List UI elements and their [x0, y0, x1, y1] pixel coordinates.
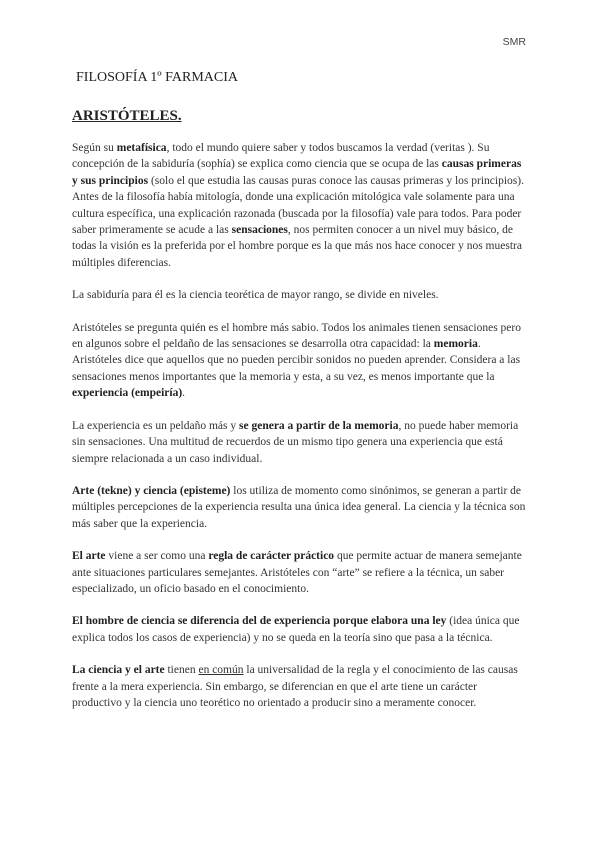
bold-text: memoria [433, 338, 478, 351]
paragraph-p2 [72, 287, 528, 303]
bold-text: sensaciones [231, 224, 288, 237]
bold-text: Arte (tekne) y ciencia (episteme) [72, 484, 231, 497]
paragraph-text: La experiencia es un peldaño más y [72, 419, 240, 432]
bold-text: experiencia (empeiría) [72, 387, 183, 400]
paragraph-text: , todo el mundo quiere saber y todos buscamos la verdad (veritas ). Su concepción de la sabiduría (sophía) se explica como ciencia que se ocupa de las [72, 142, 490, 171]
paragraph-text: los utiliza de momento como sinónimos, se generan a partir de múltiples percepciones de la experiencia resulta una única idea general. La ciencia y la técnica son más saber que la experiencia. [72, 484, 526, 530]
paragraph-text: tienen [164, 664, 199, 677]
paragraph-text: viene a ser como una [105, 550, 209, 563]
paragraph-p1 [72, 140, 528, 271]
paragraph-text: , nos permiten conocer a un nivel muy básico, de todas la visión es la preferida por el hombre porque es la que más nos hace conocer y nos muestra múltiples diferencias. [72, 224, 522, 269]
subject-heading: FILOSOFÍA 1º FARMACIA [76, 70, 238, 85]
paragraph-text: (solo el que estudia las causas puras conoce las causas primeras y los principios). Antes de la filosofía había mitología, donde una explicación mitológica vale solamente para una cultura específica, una explicación razonada (buscada por la filosofía) vale para todos. Para poder saber primeramente se acude a las [72, 174, 524, 237]
paragraph-text: (idea única que explica todos los casos de experiencia) y no se queda en la teoría sino que pasa a la técnica. [72, 615, 520, 644]
paragraph-text: . Aristóteles dice que aquellos que no pueden percibir sonidos no pueden aprender. Considera a las sensaciones menos importantes que la memoria y esta, a su vez, es menos importante que la [72, 338, 521, 383]
author-initials: SMR [502, 36, 526, 48]
bold-text: metafísica [116, 142, 167, 154]
paragraph-text: La sabiduría para él es la ciencia teorética de mayor rango, se divide en niveles. [72, 289, 439, 302]
bold-text: se genera a partir de la memoria [239, 419, 399, 432]
paragraph-p7 [72, 613, 528, 646]
paragraph-text: Aristóteles se pregunta quién es el hombre más sabio. Todos los animales tienen sensaciones pero en algunos sobre el peldaño de las sensaciones se desarrolla otra capacidad: la [72, 321, 521, 351]
paragraph-text: la universalidad de la regla y el conocimiento de las causas frente a la mera experiencia. Sin embargo, se diferencian en que el arte tiene un carácter productivo y la ciencia uno teorético no orientado a producir sino a meramente conocer. [72, 664, 518, 709]
paragraph-p5 [72, 483, 528, 532]
paragraph-p6 [72, 548, 528, 597]
page-title: ARISTÓTELES. [72, 108, 182, 124]
paragraph-text: , no puede haber memoria sin sensaciones. Una multitud de recuerdos de un mismo tipo genera una experiencia que está siempre relacionada a un caso individual. [72, 419, 519, 465]
paragraph-text: . [182, 387, 186, 400]
paragraph-p8 [72, 662, 528, 711]
bold-text: regla de carácter práctico [208, 550, 335, 563]
bold-text: El arte [72, 550, 106, 563]
document-body [72, 140, 528, 727]
bold-text: causas primeras y sus principios [72, 158, 522, 187]
paragraph-text: que permite actuar de manera semejante ante situaciones particulares semejantes. Aristóteles con “arte” se refiere a la técnica, un saber especializado, un oficio basado en el conocimiento. [72, 550, 522, 595]
paragraph-p4 [72, 418, 528, 467]
bold-text: La ciencia y el arte [72, 664, 165, 677]
paragraph-p3 [72, 320, 528, 402]
paragraph-text: Según su [72, 142, 117, 154]
underlined-text: en común [198, 664, 244, 677]
bold-text: El hombre de ciencia se diferencia del de experiencia porque elabora una ley [72, 615, 447, 628]
